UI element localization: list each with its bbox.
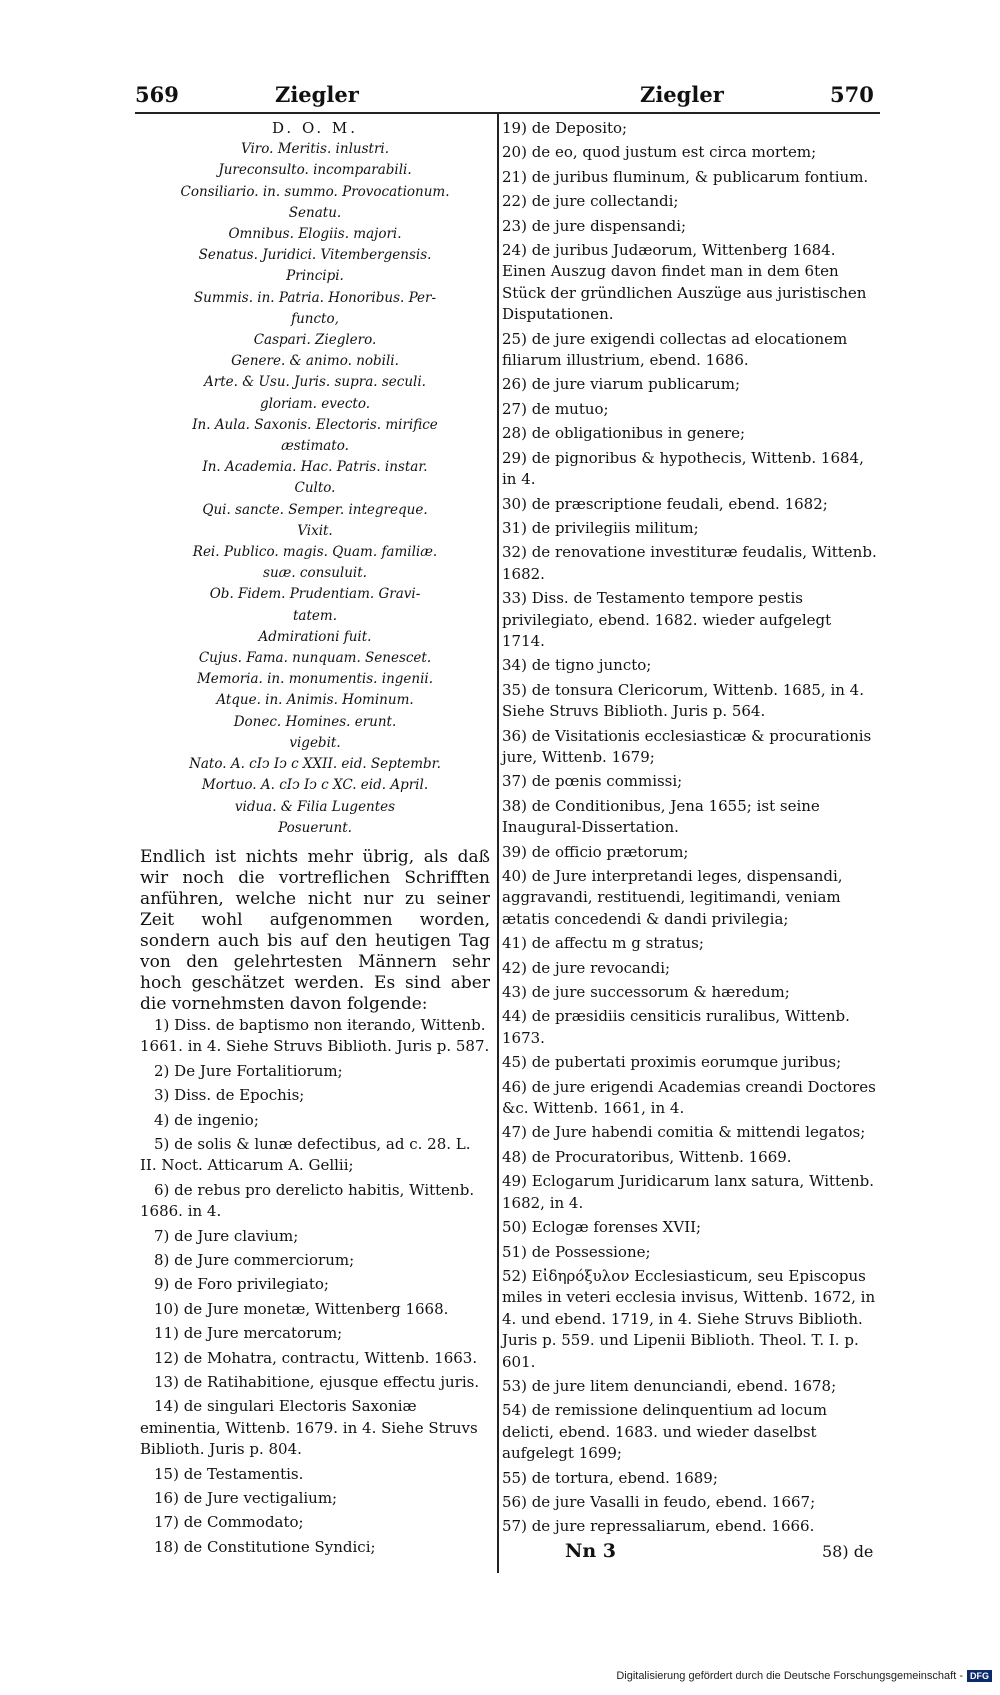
work-entry: 29) de pignoribus & hypothecis, Wittenb. 1684, in 4. (502, 448, 864, 489)
epitaph-line: Rei. Publico. magis. Quam. familiæ. (192, 544, 438, 561)
epitaph-line: Nato. A. cIↄ Iↄ c XXII. eid. Septembr. (189, 756, 441, 773)
epitaph-line: functo, (291, 310, 339, 327)
epitaph-line: Qui. sancte. Semper. integreque. (202, 501, 428, 518)
epitaph-line: Jureconsulto. incomparabili. (218, 162, 412, 179)
work-entry: 41) de affectu m g stratus; (502, 934, 704, 953)
work-entry: 49) Eclogarum Juridicarum lanx satura, Wittenb. 1682, in 4. (502, 1172, 874, 1212)
work-entry: 4) de ingenio; (154, 1110, 259, 1129)
work-entry: 22) de jure collectandi; (502, 192, 679, 211)
epitaph-line: Cujus. Fama. nunquam. Senescet. (198, 650, 432, 667)
work-entry: 39) de officio prætorum; (502, 842, 689, 861)
work-entry: 25) de jure exigendi collectas ad elocationem filiarum illustrium, ebend. 1686. (502, 329, 848, 370)
epitaph-line: Caspari. Zieglero. (253, 332, 377, 349)
epitaph-line: Summis. in. Patria. Honoribus. Per- (193, 289, 437, 306)
work-entry: 34) de tigno juncto; (502, 656, 652, 675)
epitaph-line: Atque. in. Animis. Hominum. (216, 692, 414, 709)
epitaph-line: Ob. Fidem. Prudentiam. Gravi- (209, 586, 421, 603)
work-entry: 35) de tonsura Clericorum, Wittenb. 1685, in 4. Siehe Struvs Biblioth. Juris p. 564. (502, 680, 864, 721)
epitaph-line: vidua. & Filia Lugentes (234, 798, 396, 815)
work-entry: 26) de jure viarum publicarum; (502, 375, 741, 394)
work-entry: 27) de mutuo; (502, 399, 609, 418)
epitaph-line: æstimato. (281, 438, 349, 455)
column-divider (497, 113, 499, 1573)
work-entry: 9) de Foro privilegiato; (154, 1275, 329, 1294)
work-entry: 45) de pubertati proximis eorumque juribus; (502, 1053, 842, 1072)
work-entry: 10) de Jure monetæ, Wittenberg 1668. (154, 1299, 449, 1318)
work-entry: 55) de tortura, ebend. 1689; (502, 1468, 718, 1487)
epitaph-line: Posuerunt. (278, 819, 352, 836)
work-entry: 28) de obligationibus in genere; (502, 424, 746, 443)
work-entry: 43) de jure successorum & hæredum; (502, 983, 790, 1002)
works-list-left (140, 1015, 490, 1558)
work-entry: 53) de jure litem denunciandi, ebend. 1678; (502, 1376, 837, 1395)
right-page-number: 570 (830, 82, 874, 107)
work-entry: 20) de eo, quod justum est circa mortem; (502, 143, 817, 162)
catchword: 58) de (822, 1542, 874, 1561)
work-entry: 16) de Jure vectigalium; (154, 1489, 338, 1508)
work-entry: 13) de Ratihabitione, ejusque effectu juris. (154, 1373, 480, 1391)
intro-paragraph: Endlich ist nichts mehr übrig, als daß wir noch die vortreflichen Schrifften anführen, welche nicht nur zu seiner Zeit wohl aufgenommen worden, sondern auch bis auf den heutigen Tag von den gelehrtesten Männern sehr hoch geschätzet werden. Es sind aber die vornehmsten davon folgende: (140, 846, 490, 1014)
footer-text: Digitalisierung gefördert durch die Deutsche Forschungsgemeinschaft - (616, 1670, 963, 1682)
epitaph-line: gloriam. evecto. (259, 395, 371, 412)
work-entry: 24) de juribus Judæorum, Wittenberg 1684. Einen Auszug davon findet man in dem 6ten Stück der gründlichen Auszüge aus juristischen Disputationen. (502, 241, 867, 324)
work-entry: 15) de Testamentis. (154, 1464, 304, 1483)
epitaph-line: Mortuo. A. cIↄ Iↄ c XC. eid. April. (201, 777, 429, 794)
work-entry: 40) de Jure interpretandi leges, dispensandi, aggravandi, restituendi, legitimandi, veniam ætatis concedendi & dandi privilegia; (502, 867, 843, 928)
epitaph-line: Donec. Homines. erunt. (233, 713, 397, 730)
right-column (502, 118, 878, 1541)
work-entry: 8) de Jure commerciorum; (154, 1250, 355, 1269)
dfg-logo: DFG (967, 1670, 992, 1682)
epitaph-line: tatem. (293, 607, 337, 624)
work-entry: 51) de Possessione; (502, 1242, 651, 1261)
work-entry: 30) de præscriptione feudali, ebend. 1682; (502, 494, 828, 513)
epitaph-line: Omnibus. Elogiis. majori. (228, 226, 402, 243)
work-entry: 46) de jure erigendi Academias creandi Doctores &c. Wittenb. 1661, in 4. (502, 1077, 876, 1118)
work-entry: 5) de solis & lunæ defectibus, ad c. 28. L. II. Noct. Atticarum A. Gellii; (140, 1134, 471, 1175)
epitaph-line: Genere. & animo. nobili. (231, 353, 399, 370)
left-running-title: Ziegler (275, 82, 359, 107)
running-header (125, 82, 880, 112)
work-entry: 57) de jure repressaliarum, ebend. 1666. (502, 1517, 815, 1536)
left-page-number: 569 (135, 82, 179, 107)
epitaph-line: Admirationi fuit. (258, 628, 372, 645)
work-entry: 12) de Mohatra, contractu, Wittenb. 1663. (154, 1348, 478, 1367)
work-entry: 56) de jure Vasalli in feudo, ebend. 1667; (502, 1492, 816, 1511)
work-entry: 7) de Jure clavium; (154, 1226, 299, 1245)
epitaph-inscription (140, 118, 490, 839)
work-entry: 47) de Jure habendi comitia & mittendi legatos; (502, 1123, 866, 1142)
epitaph-line: vigebit. (289, 734, 341, 751)
work-entry: 33) Diss. de Testamento tempore pestis privilegiato, ebend. 1682. wieder aufgelegt 1714. (502, 589, 832, 650)
works-list-right (502, 118, 878, 1538)
work-entry: 17) de Commodato; (154, 1513, 304, 1532)
epitaph-line: Principi. (286, 268, 344, 285)
work-entry: 18) de Constitutione Syndici; (154, 1537, 376, 1556)
work-entry: 2) De Jure Fortalitiorum; (154, 1061, 343, 1080)
work-entry: 1) Diss. de baptismo non iterando, Wittenb. 1661. in 4. Siehe Struvs Biblioth. Juris p. 587. (140, 1015, 490, 1056)
work-entry: 21) de juribus fluminum, & publicarum fontium. (502, 167, 869, 186)
work-entry: 23) de jure dispensandi; (502, 216, 687, 235)
work-entry: 19) de Deposito; (502, 119, 628, 137)
epitaph-line: Senatus. Juridici. Vitembergensis. (198, 247, 432, 264)
work-entry: 44) de præsidiis censiticis ruralibus, Wittenb. 1673. (502, 1007, 850, 1047)
work-entry: 42) de jure revocandi; (502, 958, 671, 977)
digitization-footer (616, 1670, 992, 1682)
right-running-title: Ziegler (640, 82, 724, 107)
header-rule (135, 112, 880, 114)
epitaph-line: Senatu. (288, 204, 342, 221)
epitaph-line: In. Aula. Saxonis. Electoris. mirifice (192, 416, 438, 433)
work-entry: 31) de privilegiis militum; (502, 518, 699, 537)
epitaph-line: Memoria. in. monumentis. ingenii. (196, 671, 434, 688)
epitaph-line: Consiliario. in. summo. Provocationum. (180, 183, 450, 200)
left-column (140, 118, 490, 1561)
work-entry: 37) de pœnis commissi; (502, 772, 683, 791)
work-entry: 3) Diss. de Epochis; (154, 1086, 305, 1105)
work-entry: 48) de Procuratoribus, Wittenb. 1669. (502, 1147, 792, 1166)
work-entry: 14) de singulari Electoris Saxoniæ eminentia, Wittenb. 1679. in 4. Siehe Struvs Biblioth. Juris p. 804. (140, 1397, 478, 1459)
signature-mark: Nn 3 (565, 1540, 617, 1562)
epitaph-line: Arte. & Usu. Juris. supra. seculi. (204, 374, 426, 391)
epitaph-line: Vixit. (297, 522, 333, 539)
work-entry: 38) de Conditionibus, Jena 1655; ist seine Inaugural-Dissertation. (502, 796, 820, 837)
work-entry: 11) de Jure mercatorum; (154, 1324, 343, 1343)
epitaph-line: Viro. Meritis. inlustri. (240, 141, 390, 158)
epitaph-line: In. Academia. Hac. Patris. instar. (202, 459, 428, 476)
work-entry: 6) de rebus pro derelicto habitis, Wittenb. 1686. in 4. (140, 1180, 475, 1221)
epitaph-line: Culto. (294, 480, 336, 497)
work-entry: 52) Εἰδηρόξυλον Ecclesiasticum, seu Episcopus miles in veteri ecclesia invisus, Wittenb. 1672, in 4. und ebend. 1719, in 4. Siehe Struvs Biblioth. Juris p. 559. und Lipenii Biblioth. Theol. T. I. p. 601. (502, 1266, 876, 1371)
work-entry: 50) Eclogæ forenses XVII; (502, 1218, 702, 1237)
work-entry: 32) de renovatione investituræ feudalis, Wittenb. 1682. (502, 543, 877, 583)
epitaph-line: suæ. consuluit. (263, 565, 367, 582)
work-entry: 36) de Visitationis ecclesiasticæ & procurationis jure, Wittenb. 1679; (502, 726, 872, 766)
work-entry: 54) de remissione delinquentium ad locum delicti, ebend. 1683. und wieder daselbst aufgelegt 1699; (502, 1401, 827, 1463)
epitaph-line: D. O. M. (271, 119, 359, 137)
